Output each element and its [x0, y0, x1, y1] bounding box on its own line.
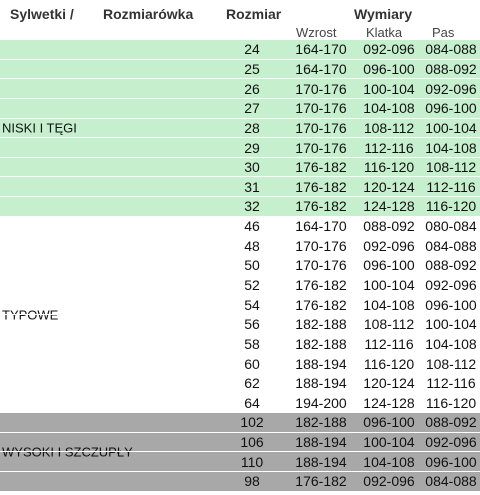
klatka-cell: 108-112 — [363, 316, 415, 333]
header-rozmiarowka: Rozmiarówka — [103, 6, 194, 22]
klatka-cell: 100-104 — [363, 434, 415, 451]
table-row — [0, 256, 480, 276]
pas-cell: 100-104 — [425, 119, 477, 136]
size-table — [0, 40, 480, 492]
klatka-cell: 092-096 — [363, 237, 415, 254]
table-row — [0, 276, 480, 296]
table-row — [0, 119, 480, 139]
table-row — [0, 236, 480, 256]
size-cell: 31 — [244, 178, 260, 195]
size-cell: 29 — [244, 139, 260, 156]
header-sylwetki: Sylwetki / — [10, 6, 74, 22]
size-cell: 54 — [244, 296, 260, 313]
wzrost-cell: 188-194 — [295, 434, 347, 451]
pas-cell: 088-092 — [425, 60, 477, 77]
pas-cell: 108-112 — [425, 355, 477, 372]
wzrost-cell: 170-176 — [295, 257, 347, 274]
wzrost-cell: 170-176 — [295, 100, 347, 117]
pas-cell: 096-100 — [425, 296, 477, 313]
header-wymiary: Wymiary — [354, 6, 413, 22]
table-row — [0, 217, 480, 237]
wzrost-cell: 176-182 — [295, 473, 347, 490]
wzrost-cell: 176-182 — [295, 159, 347, 176]
pas-cell: 088-092 — [425, 414, 477, 431]
wzrost-cell: 182-188 — [295, 414, 347, 431]
table-row — [0, 374, 480, 394]
header-klatka: Klatka — [366, 25, 403, 40]
table-row — [0, 335, 480, 355]
header-wzrost: Wzrost — [296, 25, 337, 40]
size-cell: 32 — [244, 198, 260, 215]
pas-cell: 112-116 — [426, 178, 476, 195]
table-row — [0, 138, 480, 158]
size-cell: 58 — [244, 335, 260, 352]
wzrost-cell: 188-194 — [295, 355, 347, 372]
table-row — [0, 354, 480, 374]
klatka-cell: 120-124 — [363, 178, 415, 195]
wzrost-cell: 182-188 — [295, 335, 347, 352]
wzrost-cell: 188-194 — [295, 453, 347, 470]
size-cell: 30 — [244, 159, 260, 176]
size-cell: 50 — [244, 257, 260, 274]
klatka-cell: 100-104 — [363, 277, 415, 293]
size-cell: 48 — [244, 237, 260, 254]
pas-cell: 092-096 — [425, 434, 477, 451]
pas-cell: 088-092 — [425, 257, 477, 274]
table-row — [0, 315, 480, 335]
size-cell: 64 — [244, 394, 260, 411]
table-row — [0, 394, 480, 414]
size-cell: 60 — [244, 355, 260, 372]
table-row — [0, 177, 480, 197]
table-row — [0, 60, 480, 80]
table-row — [0, 452, 480, 472]
wzrost-cell: 164-170 — [295, 218, 347, 235]
size-cell: 24 — [244, 41, 260, 58]
size-cell: 46 — [244, 218, 260, 235]
klatka-cell: 104-108 — [363, 453, 415, 470]
group-label: NISKI I TĘGI — [2, 120, 77, 136]
table-row — [0, 295, 480, 315]
size-cell: 110 — [240, 453, 264, 470]
klatka-cell: 108-112 — [363, 119, 415, 136]
wzrost-cell: 164-170 — [295, 41, 347, 58]
klatka-cell: 112-116 — [364, 335, 414, 352]
klatka-cell: 092-096 — [363, 473, 415, 490]
wzrost-cell: 182-188 — [295, 316, 347, 333]
klatka-cell: 092-096 — [363, 41, 415, 58]
wzrost-cell: 170-176 — [295, 139, 347, 156]
wzrost-cell: 170-176 — [295, 80, 347, 97]
size-cell: 27 — [244, 100, 260, 117]
table-row — [0, 413, 480, 433]
pas-cell: 080-084 — [425, 218, 477, 235]
wzrost-cell: 176-182 — [295, 178, 347, 195]
header-rozmiar: Rozmiar — [226, 6, 282, 22]
size-cell: 106 — [240, 434, 264, 451]
size-cell: 26 — [244, 80, 260, 97]
table-row — [0, 158, 480, 178]
klatka-cell: 096-100 — [363, 414, 415, 431]
group-label: TYPOWE — [2, 307, 59, 323]
size-cell: 62 — [244, 375, 260, 392]
wzrost-cell: 170-176 — [295, 119, 347, 136]
pas-cell: 100-104 — [425, 316, 477, 333]
pas-cell: 112-116 — [426, 375, 476, 392]
klatka-cell: 096-100 — [363, 257, 415, 274]
group-label: WYSOKI I SZCZUPŁY — [2, 444, 133, 460]
wzrost-cell: 176-182 — [295, 198, 347, 215]
pas-cell: 084-088 — [425, 41, 477, 58]
header-pas: Pas — [432, 25, 455, 40]
klatka-cell: 096-100 — [363, 60, 415, 77]
klatka-cell: 104-108 — [363, 296, 415, 313]
table-row — [0, 99, 480, 119]
pas-cell: 084-088 — [425, 237, 477, 254]
size-cell: 28 — [244, 119, 260, 136]
size-cell: 98 — [244, 473, 260, 490]
klatka-cell: 100-104 — [363, 80, 415, 97]
size-cell: 102 — [240, 414, 264, 431]
table-row — [0, 433, 480, 453]
klatka-cell: 124-128 — [363, 198, 415, 215]
klatka-cell: 104-108 — [363, 100, 415, 117]
pas-cell: 116-120 — [425, 198, 477, 215]
klatka-cell: 116-120 — [363, 355, 415, 372]
wzrost-cell: 194-200 — [295, 394, 347, 411]
size-cell: 56 — [244, 316, 260, 333]
wzrost-cell: 176-182 — [295, 296, 347, 313]
pas-cell: 096-100 — [425, 453, 477, 470]
wzrost-cell: 164-170 — [295, 60, 347, 77]
group-wysoki-i-szczuply — [0, 413, 480, 492]
table-row — [0, 197, 480, 217]
pas-cell: 104-108 — [425, 139, 477, 156]
klatka-cell: 112-116 — [364, 139, 414, 156]
wzrost-cell: 188-194 — [295, 375, 347, 392]
pas-cell: 096-100 — [425, 100, 477, 117]
klatka-cell: 088-092 — [363, 218, 415, 235]
pas-cell: 084-088 — [425, 473, 477, 490]
pas-cell: 104-108 — [425, 335, 477, 352]
table-row — [0, 79, 480, 99]
group-niski-i-tegi — [0, 40, 480, 217]
pas-cell: 092-096 — [425, 277, 477, 293]
size-cell: 52 — [244, 277, 260, 293]
wzrost-cell: 176-182 — [295, 277, 347, 293]
klatka-cell: 116-120 — [363, 159, 415, 176]
wzrost-cell: 170-176 — [295, 237, 347, 254]
pas-cell: 116-120 — [425, 394, 477, 411]
table-row — [0, 40, 480, 60]
group-typowe — [0, 217, 480, 413]
pas-cell: 108-112 — [425, 159, 477, 176]
pas-cell: 092-096 — [425, 80, 477, 97]
size-cell: 25 — [244, 60, 260, 77]
table-row — [0, 472, 480, 492]
klatka-cell: 124-128 — [363, 394, 415, 411]
klatka-cell: 120-124 — [363, 375, 415, 392]
